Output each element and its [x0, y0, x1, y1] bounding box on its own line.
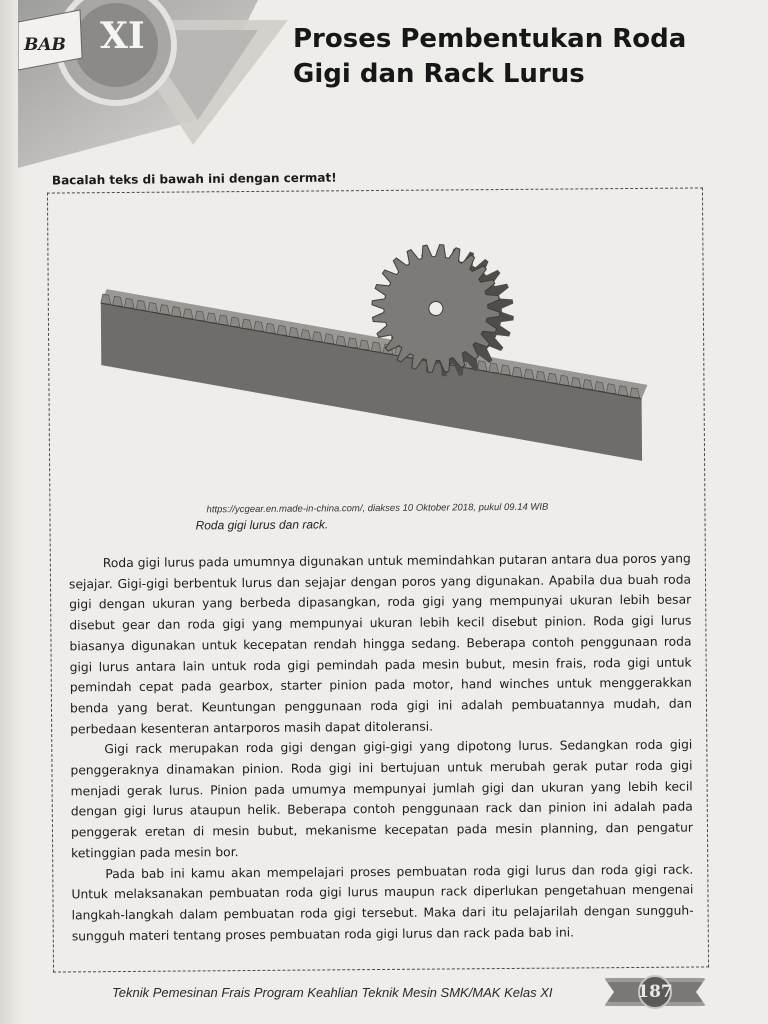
paragraph-1: Roda gigi lurus pada umumnya digunakan untuk memindahkan putaran antara dua poros yang sejajar. Gigi-gigi berbentuk lurus dan sejajar dengan poros yang digunakan. Apabila dua buah roda gigi dengan ukuran yang berbeda dipasangkan, roda gigi yang mempunyai ukuran lebih besar disebut gear dan roda gigi yang mempunyai ukuran lebih kecil disebut pinion. Roda gigi lurus biasanya digunakan untuk kecepatan rendah hingga sedang. Beberapa contoh penggunaan roda gigi lurus antara lain untuk roda gigi pemindah pada mesin bubut, mesin frais, roda gigi untuk pemindah cepat pada gearbox, starter pinion pada motor, hand winches untuk menggerakkan benda yang berat. Keuntungan penggunaan roda gigi ini adalah pembuatannya mudah, dan perbedaan kesenteran antarporos masih dapat ditoleransi.	[68, 551, 693, 737]
page-number: 187	[637, 982, 673, 1002]
paragraph-2: Gigi rack merupakan roda gigi dengan gigi-gigi yang dipotong lurus. Sedangkan roda gigi penggeraknya dinamakan pinion. Roda gigi ini bertujuan untuk merubah gerak putar roda gigi menjadi gerak lurus. Pinion pada umumya mempunyai jumlah gigi dan ukuran yang lebih kecil dengan gigi lurus ataupun helik. Beberapa contoh penggunaan rack dan pinion ini adalah pada penggerak eretan di mesin bubut, mekanisme kecepatan pada mesin planning, dan pengatur ketinggian pada mesin bor.	[70, 737, 694, 861]
gear-rack-figure	[90, 229, 652, 465]
chapter-number: XI	[100, 15, 145, 57]
chapter-label: BAB	[24, 35, 66, 55]
reading-instruction: Bacalah teks di bawah ini dengan cermat!	[51, 170, 337, 188]
body-text	[69, 549, 694, 947]
footer-text: Teknik Pemesinan Frais Program Keahlian Teknik Mesin SMK/MAK Kelas XI	[112, 985, 553, 1000]
figure-source: https://ycgear.en.made-in-china.com/, diakses 10 Oktober 2018, pukul 09.14 WIB	[206, 501, 549, 516]
chapter-title-line1: Proses Pembentukan Roda	[293, 24, 687, 54]
chapter-badge	[18, 0, 288, 168]
content-box	[47, 187, 709, 972]
chapter-title	[293, 22, 713, 92]
gear-rack-illustration	[90, 229, 652, 465]
figure-caption: Roda gigi lurus dan rack.	[195, 517, 329, 533]
chapter-badge-graphic	[18, 0, 288, 168]
paragraph-3: Pada bab ini kamu akan mempelajari proses pembuatan roda gigi lurus dan roda gigi rack. Untuk melaksanakan pembuatan roda gigi lurus maupun rack diperlukan pengetahuan mengenai langkah-langkah dalam pembuatan roda gigi tersebut. Maka dari itu pelajarilah dengan sungguh-sungguh materi tentang proses pembuatan roda gigi lurus dan rack pada bab ini.	[71, 862, 694, 944]
chapter-title-line2: Gigi dan Rack Lurus	[293, 59, 585, 89]
rack	[101, 285, 648, 465]
page-number-badge	[604, 974, 706, 1010]
